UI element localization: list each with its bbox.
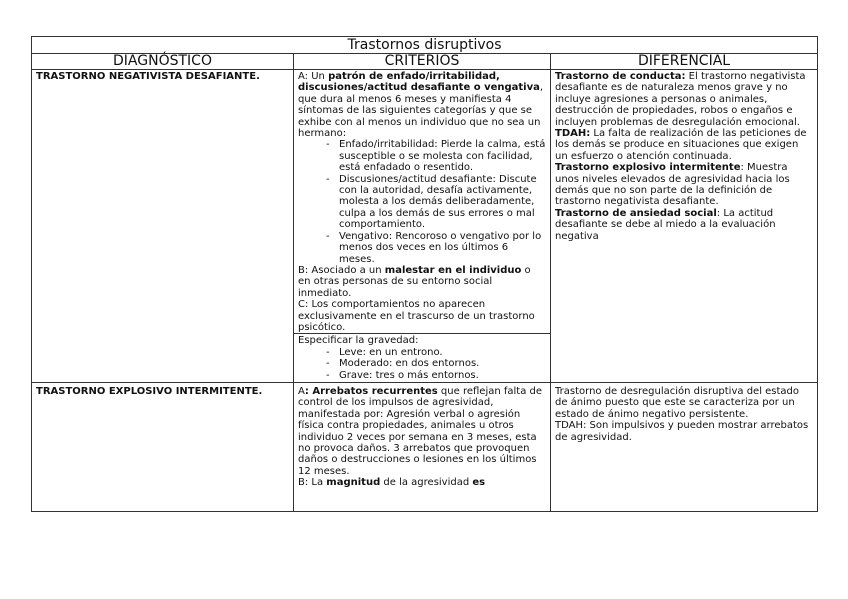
severity-block [294,333,550,382]
list-item: - Grave: tres o más entornos. [326,370,546,381]
disorders-table [31,36,818,512]
severity-list [298,347,546,381]
header-diagnostico: DIAGNÓSTICO [32,54,294,70]
list-item: - Moderado: en dos entornos. [326,358,546,369]
criterion-b: B: La magnitud de la agresividad es [298,477,486,489]
header-diferencial: DIFERENCIAL [551,54,818,70]
list-item: - Discusiones/actitud desafiante: Discute con la autoridad, desafía activamente, molesta a los demás deliberadamente, culpa a los demás de sus errores o mal comportamiento. [326,174,546,231]
criterion-a: A: Un patrón de enfado/irritabilidad, discusiones/actitud desafiante o vengativa, que dura al menos 6 meses y manifiesta 4 síntomas de las siguientes categorías y que se exhibe con al menos un individuo que no sea un hermano: [298,71,544,140]
differential-cell [551,382,818,511]
list-item: - Enfado/irritabilidad: Pierde la calma, está susceptible o se molesta con facilidad, está enfadado o resentido. [326,139,546,173]
differential-item: Trastorno explosivo intermitente: Muestra unos niveles elevados de agresividad hacia los demás que no son parte de la definición de trastorno negativista desafiante. [555,162,790,208]
criteria-cell [294,382,551,511]
differential-item: Trastorno de conducta: El trastorno negativista desafiante es de naturaleza menos grave y no incluye agresiones a personas o animales, destrucción de propiedades, robos o engaños e incluyen problemas de desregulación emocional. [555,71,806,128]
table-row [32,382,818,511]
criterion-b: B: Asociado a un malestar en el individuo o en otras personas de su entorno social inmediato. [298,264,531,299]
severity-label: Especificar la gravedad: [298,335,419,347]
list-item: - Vengativo: Rencoroso o vengativo por lo menos dos veces en los últimos 6 meses. [326,231,546,265]
differential-item: Trastorno de ansiedad social: La actitud desafiante se debe al miedo a la evaluación negativa [555,207,776,242]
differential-cell [551,70,818,383]
table-title: Trastornos disruptivos [32,37,818,54]
list-item: - Leve: en un entrono. [326,347,546,358]
criteria-cell [294,70,551,383]
diagnosis-cell: TRASTORNO EXPLOSIVO INTERMITENTE. [32,382,294,511]
criterion-a: A: Arrebatos recurrentes que reflejan falta de control de los impulsos de agresividad, manifestada por: Agresión verbal o agresión física contra propiedades, animales u otros individuo 2 veces por semana en 3 meses, esta no provoca daños. 3 arrebatos que provoquen daños o destrucciones o lesiones en los últimos 12 meses. [298,385,543,477]
diagnosis-cell: TRASTORNO NEGATIVISTA DESAFIANTE. [32,70,294,383]
criterion-c: C: Los comportamientos no aparecen exclusivamente en el trascurso de un trastorno psicótico. [298,299,535,333]
criterion-a-list [298,139,546,264]
header-criterios: CRITERIOS [294,54,551,70]
differential-item: Trastorno de desregulación disruptiva del estado de ánimo puesto que este se caracteriza por un estado de ánimo negativo persistente. [555,385,800,420]
differential-item: TDAH: Son impulsivos y pueden mostrar arrebatos de agresividad. [555,420,809,443]
differential-item: TDAH: La falta de realización de las peticiones de los demás se produce en situaciones que exigen un esfuerzo o atención continuada. [555,128,807,162]
table-row [32,70,818,383]
